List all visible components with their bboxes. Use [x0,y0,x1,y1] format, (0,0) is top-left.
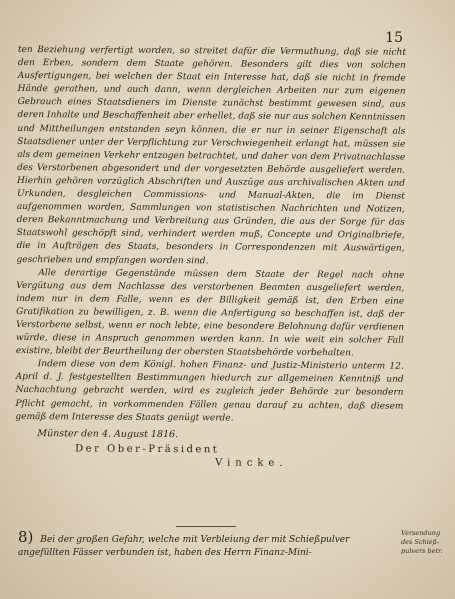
section-number: 8) [18,528,34,546]
paragraph: ten Beziehung verfertigt worden, so streitet dafür die Vermuthung, daß sie nicht den Erben, sondern dem Staate gehören. Besonders gilt dies von solchen Ausfertigungen, bei welchen der Staat ein Interesse hat, daß sie nicht in fremde Hände gerathen, und auch dann, wenn dergleichen Arbeiten nur zum eigenen Gebrauch eines Staatsdieners im Dienste zunächst bestimmt gewesen sind, aus deren Inhalte und Beschaffenheit aber erhellet, daß sie nur aus solchen Kenntnissen und Mittheilungen entstanden seyn können, die er nur in seiner Eigenschaft als Staatsdiener unter der Verpflichtung zur Verschwiegenheit erlangt hat, müssen sie als dem gemeinen Verkehr entzogen betrachtet, und daher von dem Privatnachlasse des Verstorbenen abgesondert und der vorgesetzten Behörde ausgeliefert werden. Hierhin gehören vorzüglich Abschriften und Auszüge aus archivalischen Akten und Urkunden, desgleichen Commissions- und Manual-Akten, die im Dienst aufgenommen worden, Sammlungen von statistischen Nachrichten und Notizen, deren Bekanntmachung und Verbreitung aus Gründen, die aus der Sorge für das Staatswohl geschöpft sind, verhindert werden muß, Concepte und Originalbriefe, die in Aufträgen des Staats, besonders in Correspondenzen mit Auswärtigen, geschrieben und empfangen worden sind. [16,44,406,266]
margin-note [401,529,449,556]
section-separator [176,526,236,527]
body-text [15,44,406,471]
signature-name: Vincke. [215,457,288,469]
signature-title: Der Ober-Präsident [75,443,220,456]
margin-note-line: des Schieß- [401,538,440,546]
margin-note-line: pulvers betr. [401,547,443,555]
next-section [18,528,398,560]
paragraph: Alle derartige Gegenstände müssen dem Staate der Regel nach ohne Vergütung aus dem Nachlasse des verstorbenen Beamten ausgeliefert werden, indem nur in dem Falle, wenn es der Billigkeit gemäß ist, den Erben eine Gratifikation zu bewilligen, z. B. wenn die Anfertigung so beschaffen ist, daß der Verstorbene selbst, wenn er noch lebte, eine besondere Belohnung dafür verdienen würde, diese in Anspruch genommen werden kann. In wie weit ein solcher Fall existire, bleibt der Beurtheilung der obersten Staatsbehörde vorbehalten. [15,267,405,359]
margin-note-line: Versendung [401,529,441,537]
dateline: Münster den 4. August 1816. [37,427,179,440]
section-text: Bei der großen Gefahr, welche mit Verbleiung der mit Schießpulver angefüllten Fässer verbunden ist, haben des Herrn Finanz-Mini- [18,535,350,558]
paragraph: Indem diese von dem Königl. hohen Finanz- und Justiz-Ministerio unterm 12. April d. J. festgestellten Bestimmungen hiedurch zur allgemeinen Kenntniß und Nachachtung gebracht werden, wird es zugleich jeder Behörde zur besondern Pflicht gemacht, in vorkommenden Fällen genau darauf zu achten, daß diesem gemäß dem Interesse des Staats genügt werde. [15,359,404,424]
page-number: 15 [385,30,403,46]
